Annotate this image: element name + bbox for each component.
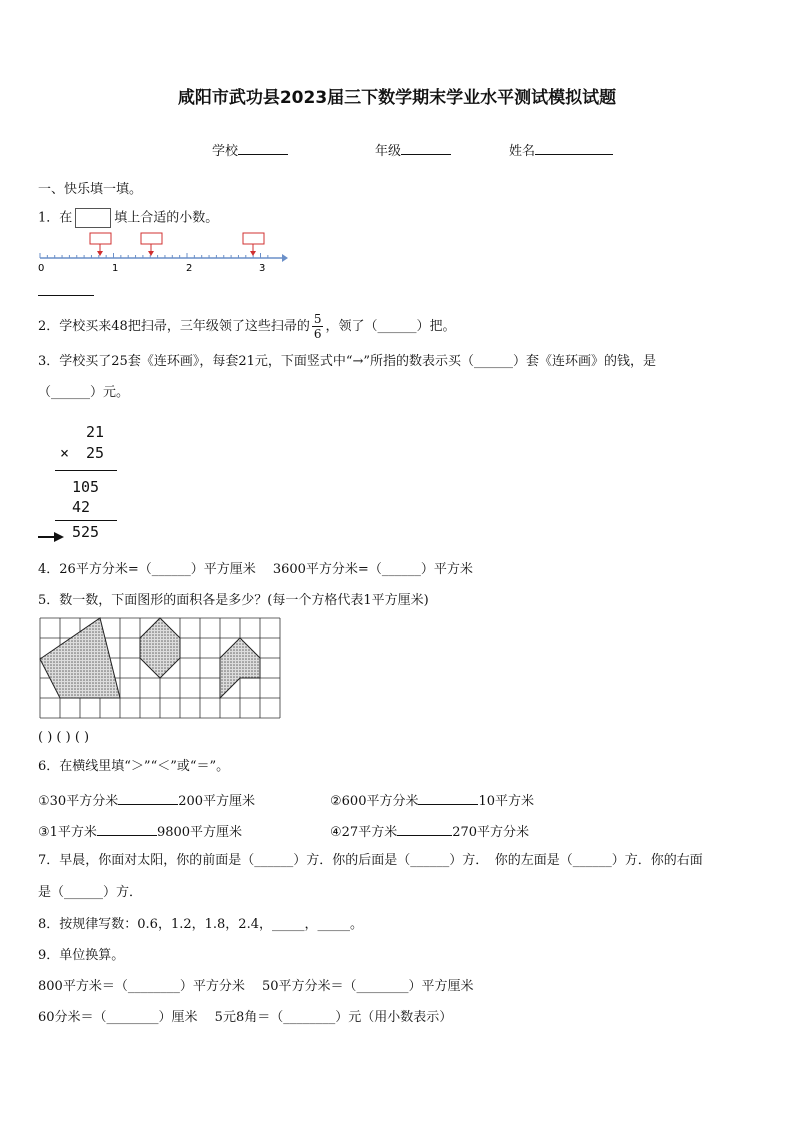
answer-box-2[interactable]: [141, 233, 162, 244]
name-field[interactable]: [509, 142, 613, 158]
question-9-line1: 800平方米＝（________）平方分米 50平方分米＝（________）平方厘米: [38, 979, 474, 994]
grade-field[interactable]: [375, 142, 451, 158]
item-right: 10平方米: [478, 794, 535, 809]
item-number: ③: [38, 825, 50, 840]
answer-box-1[interactable]: [90, 233, 111, 244]
school-label: 学校: [212, 144, 239, 159]
question-7-line1: 7．早晨，你面对太阳，你的前面是（______）方．你的后面是（______）方． 你的左面是（______）方．你的右面: [38, 853, 703, 868]
question-4: 4．26平方分米=（______）平方厘米 3600平方分米=（______）平方米: [38, 562, 473, 577]
q2-text-b: ，领了（______）把。: [325, 319, 456, 334]
tick-label-3: 3: [259, 263, 266, 274]
tick-label-0: 0: [38, 263, 45, 274]
question-8: 8．按规律写数：0.6，1.2，1.8，2.4，_____，_____。: [38, 917, 363, 932]
fraction-denominator: 6: [313, 327, 322, 341]
question-9-line2: 60分米＝（________）厘米 5元8角＝（________）元（用小数表示）: [38, 1010, 453, 1025]
divider: [55, 520, 117, 521]
divider: [55, 470, 117, 471]
compare-item-1: [38, 792, 255, 808]
product-result: 525: [72, 523, 100, 541]
item-left: 1平方米: [49, 825, 97, 840]
compare-item-3: [38, 823, 242, 839]
item-right: 9800平方厘米: [156, 825, 243, 840]
q1-suffix: 填上合适的小数。: [114, 210, 219, 226]
name-label: 姓名: [509, 144, 536, 159]
item-right: 200平方厘米: [178, 794, 256, 809]
answer-blank[interactable]: [418, 792, 478, 805]
tick-label-1: 1: [112, 263, 119, 274]
shape-hexagon: [140, 618, 180, 678]
answer-box-3[interactable]: [243, 233, 264, 244]
tick-label-2: 2: [186, 263, 193, 274]
fraction: [312, 312, 324, 341]
answer-blank[interactable]: [118, 792, 178, 805]
number-line: [30, 228, 295, 276]
multiplicand: 21: [86, 423, 105, 441]
answer-box-icon: [75, 208, 111, 228]
partial-product-2: 42: [72, 498, 91, 516]
item-right: 270平方分米: [452, 825, 530, 840]
q2-text-a: 2．学校买来48把扫帚，三年级领了这些扫帚的: [38, 319, 310, 334]
page-title: 咸阳市武功县2023届三下数学期末学业水平测试模拟试题: [177, 88, 617, 108]
question-5: 5．数一数，下面图形的面积各是多少？(每一个方格代表1平方厘米): [38, 593, 429, 608]
arrow-right-icon: [36, 530, 66, 544]
q5-answers[interactable]: ( ) ( ) ( ): [38, 730, 90, 745]
compare-item-2: [330, 792, 534, 808]
question-6: 6．在横线里填“＞”“＜”或“＝”。: [38, 759, 230, 774]
question-2: [38, 312, 455, 341]
item-left: 30平方分米: [49, 794, 119, 809]
answer-line[interactable]: [38, 295, 94, 296]
answer-blank[interactable]: [397, 823, 452, 836]
question-3-line2: （______）元。: [38, 385, 130, 400]
item-number: ②: [330, 794, 342, 809]
question-3-line1: 3．学校买了25套《连环画》，每套21元，下面竖式中“→”所指的数表示买（______）套《连环画》的钱，是: [38, 354, 657, 369]
item-left: 600平方分米: [341, 794, 419, 809]
compare-item-4: [330, 823, 529, 839]
question-1: [38, 208, 218, 228]
section-heading: 一、快乐填一填。: [38, 182, 143, 197]
item-left: 27平方米: [341, 825, 398, 840]
question-9: 9．单位换算。: [38, 948, 125, 963]
fraction-numerator: 5: [313, 312, 322, 326]
times-sign: ×: [60, 444, 70, 462]
grade-label: 年级: [375, 144, 402, 159]
answer-blank[interactable]: [97, 823, 157, 836]
partial-product-1: 105: [72, 478, 100, 496]
question-7-line2: 是（______）方．: [38, 885, 143, 900]
q1-prefix: 1．在: [38, 210, 73, 226]
multiplier: 25: [86, 444, 105, 462]
school-field[interactable]: [212, 142, 288, 158]
item-number: ④: [330, 825, 342, 840]
item-number: ①: [38, 794, 50, 809]
area-grid: [38, 616, 288, 720]
